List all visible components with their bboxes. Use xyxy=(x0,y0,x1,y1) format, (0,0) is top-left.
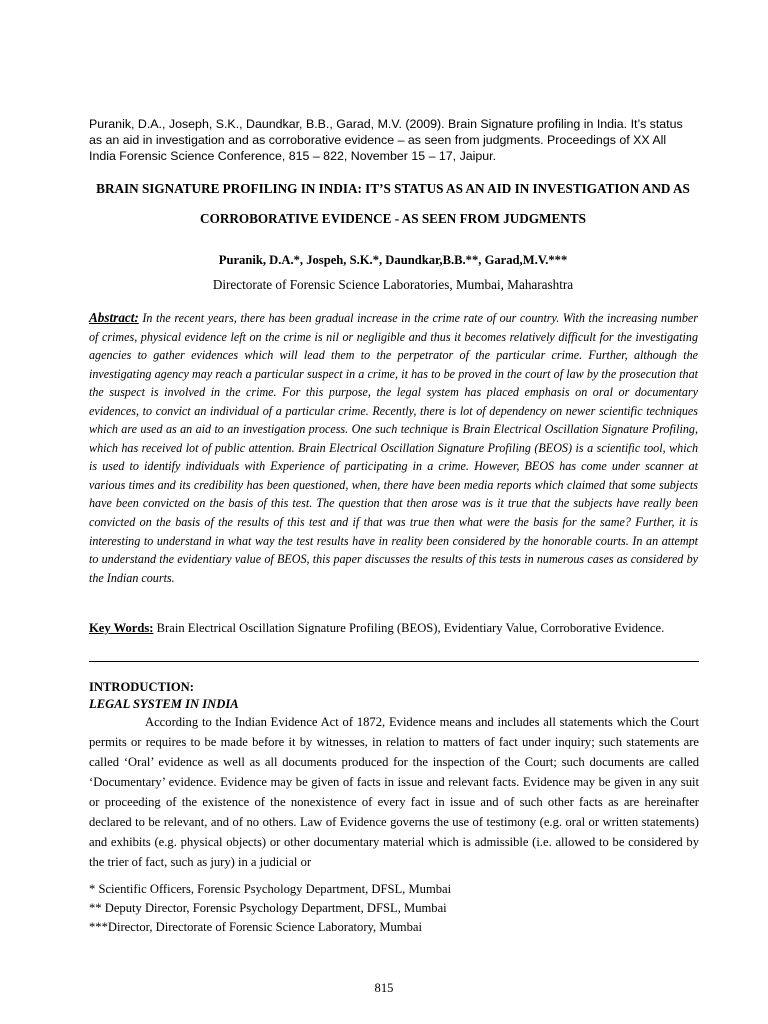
footnote: * Scientific Officers, Forensic Psychology Department, DFSL, Mumbai xyxy=(89,882,452,896)
keywords-label: Key Words: xyxy=(89,621,154,635)
authors: Puranik, D.A.*, Jospeh, S.K.*, Daundkar,B.B.**, Garad,M.V.*** xyxy=(218,253,568,267)
keywords-text: Brain Electrical Oscillation Signature Profiling (BEOS), Evidentiary Value, Corroborative Evidence. xyxy=(153,621,665,635)
introduction-paragraph: According to the Indian Evidence Act of 1872, Evidence means and includes all statements which the Court permits or requires to be made before it by witnesses, in relation to matters of fact under inquiry; such statements are called ‘Oral’ evidence as well as all documents produced for the inspection of the Court; such documents are called ‘Documentary’ evidence. Evidence may be given of facts in issue and relevant facts. Evidence may be given in any suit or proceeding of the existence of the nonexistence of every fact in issue and of such other facts as are hereinafter declared to be relevant, and of no others. Law of Evidence governs the use of testimony (e.g. oral or written statements) and exhibits (e.g. physical objects) or other documentary material which is admissible (i.e. allowed to be considered by the trier of fact, such as jury) in a judicial or xyxy=(89,715,699,869)
footnotes xyxy=(89,880,699,937)
footnote: ** Deputy Director, Forensic Psychology Department, DFSL, Mumbai xyxy=(89,901,447,915)
keywords xyxy=(89,619,698,638)
section-subheading: LEGAL SYSTEM IN INDIA xyxy=(89,697,239,711)
abstract-text: In the recent years, there has been gradual increase in the crime rate of our country. With the increasing number of crimes, physical evidence left on the crime is nil or negligible and thus it becomes relatively difficult for the investigating agencies to gather evidences which will lead them to the perpetrator of the particular crime. Further, although the investigating agency may reach a particular suspect in a crime, it has to be proved in the court of law by the prosecution that the suspect is involved in the crime. For this purpose, the legal system has placed emphasis on oral or documentary evidences, to convict an individual of a particular crime. Recently, there is lot of dependency on newer scientific techniques which are used as an aid to an investigation process. One such technique is Brain Electrical Oscillation Signature Profiling, which has received lot of public attention. Brain Electrical Oscillation Signature Profiling (BEOS) is a scientific tool, which is used to identify individuals with Experience of participating in a crime. However, BEOS has come under scanner at various times and its credibility has been questioned, when, there have been media reports which claimed that some subjects have been convicted on the basis of this test. The question that then arose was is it true that the subjects have really been convicted on the basis of the results of this test and if that was true then what were the basis for the same? Further, it is interesting to understand in what way the test results have in reality been considered by the honorable courts. In an attempt to understand the evidentiary value of BEOS, this paper discusses the results of this tests in numerous cases as considered by the Indian courts. xyxy=(89,311,698,585)
citation: Puranik, D.A., Joseph, S.K., Daundkar, B.B., Garad, M.V. (2009). Brain Signature profiling in India. It’s status as an aid in investigation and as corroborative evidence – as seen from judgments. Proceedings of XX All India Forensic Science Conference, 815 – 822, November 15 – 17, Jaipur. xyxy=(89,117,683,164)
abstract xyxy=(89,309,698,587)
page-number: 815 xyxy=(374,981,394,995)
introduction-heading: INTRODUCTION: xyxy=(89,680,194,694)
affiliation: Directorate of Forensic Science Laboratories, Mumbai, Maharashtra xyxy=(212,277,574,292)
footnote: ***Director, Directorate of Forensic Science Laboratory, Mumbai xyxy=(89,920,422,934)
paper-title: BRAIN SIGNATURE PROFILING IN INDIA: IT’S STATUS AS AN AID IN INVESTIGATION AND AS CORROBORATIVE EVIDENCE - AS SEEN FROM JUDGMENTS xyxy=(96,181,690,226)
abstract-label: Abstract: xyxy=(89,310,139,325)
horizontal-rule xyxy=(89,661,699,662)
